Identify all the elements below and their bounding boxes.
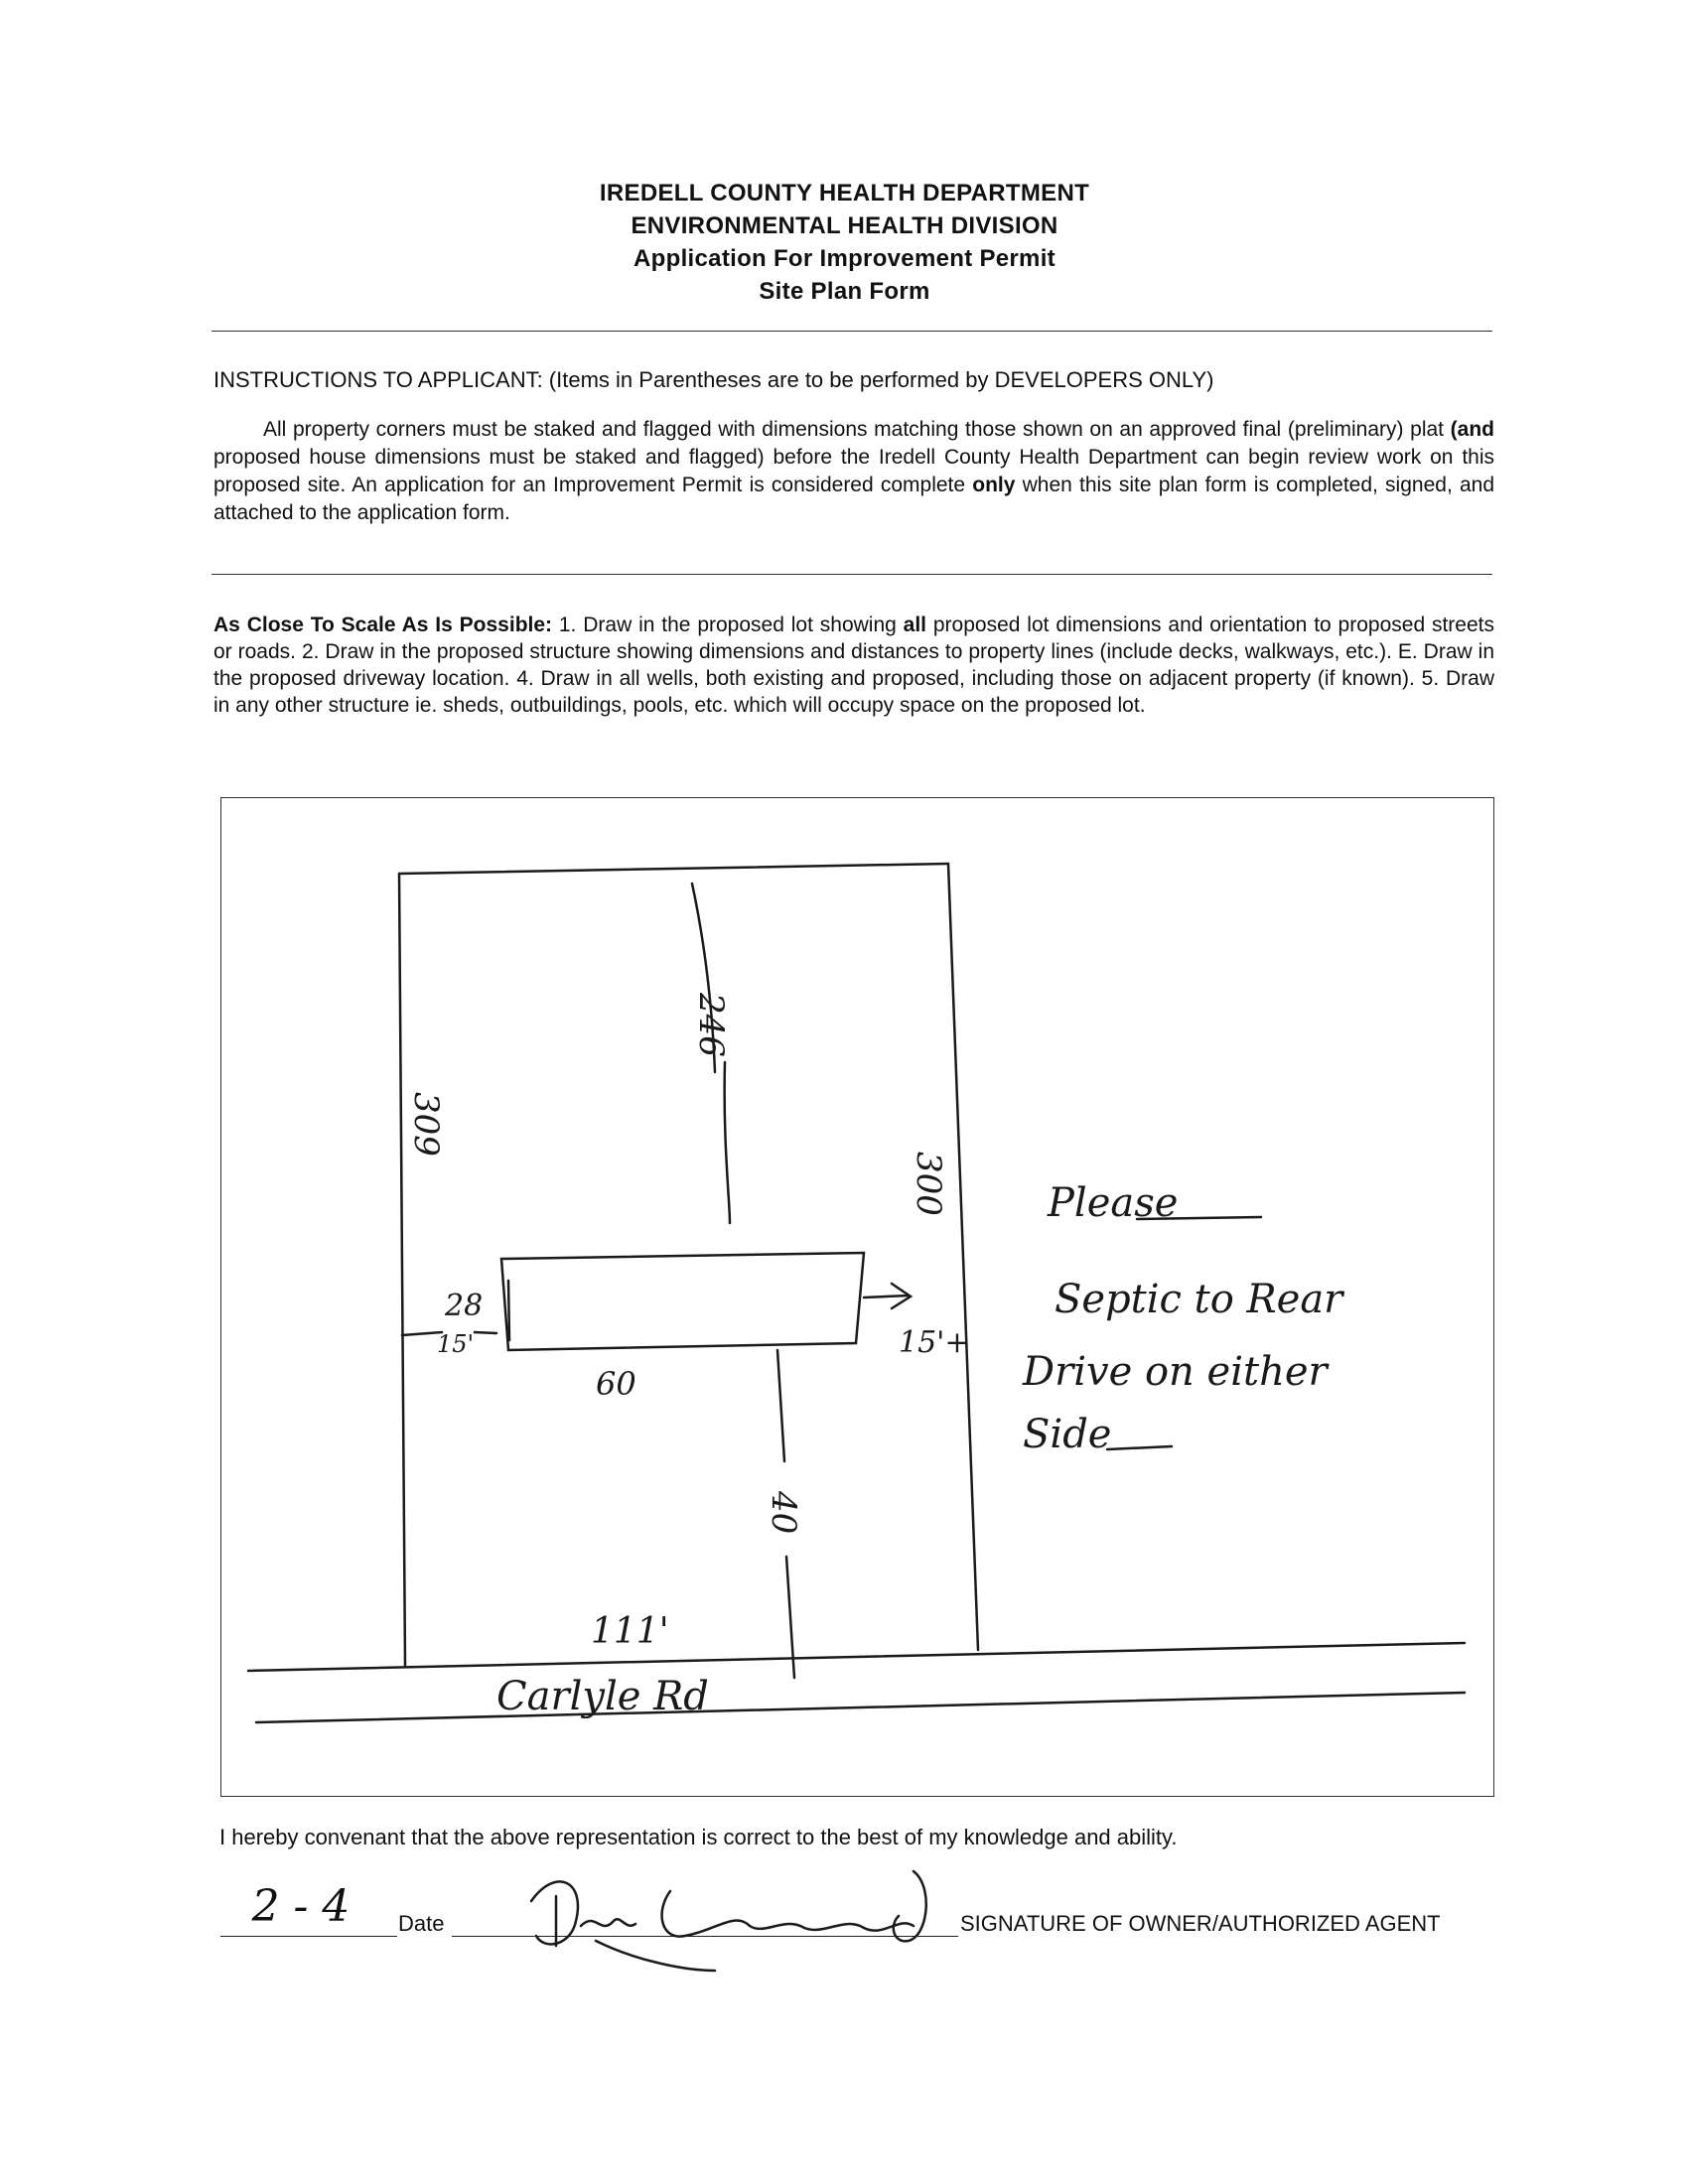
instructions-bold-and: (and	[1450, 418, 1494, 441]
scale-bold-all: all	[903, 614, 927, 636]
certification-statement: I hereby convenant that the above representation is correct to the best of my knowledge and ability.	[219, 1825, 1178, 1849]
house-depth-label: 28	[445, 1289, 484, 1323]
right-side-label: 300	[909, 1152, 948, 1216]
header-division: ENVIRONMENTAL HEALTH DIVISION	[631, 212, 1058, 239]
scale-lead: As Close To Scale As Is Possible:	[213, 614, 553, 636]
left-side-label: 309	[406, 1092, 446, 1157]
road-name-label: Carlyle Rd	[496, 1674, 709, 1719]
instructions-text-2: proposed house dimensions must be staked and flagged) before the Iredell County Health Department can begin review work on this proposed site. An application for an Improvement Permit is considered complete	[213, 446, 1494, 496]
scale-text-1: 1. Draw in the proposed lot showing	[552, 614, 904, 636]
instructions-heading: INSTRUCTIONS TO APPLICANT: (Items in Parentheses are to be performed by DEVELOPERS ONLY)	[213, 367, 1214, 392]
note-line-2: Septic to Rear	[1055, 1277, 1343, 1322]
front-setback-label: 40	[764, 1491, 803, 1535]
rear-setback-label: 246	[691, 993, 731, 1057]
house-width-label: 60	[596, 1365, 636, 1403]
right-setback-label: 15'+	[899, 1325, 970, 1360]
note-line-1: Please	[1048, 1180, 1179, 1226]
note-line-3: Drive on either	[1023, 1349, 1328, 1395]
instructions-text-1: All property corners must be staked and flagged with dimensions matching those shown on an approved final (preliminary) plat	[263, 418, 1451, 441]
instructions-text-3: when this site plan form is completed, signed, and attached to the application form.	[213, 474, 1494, 524]
scale-text-2: proposed lot dimensions and orientation to proposed streets or roads. 2. Draw in the proposed structure showing dimensions and distances to property lines (include decks, walkways, etc.). E. Draw in the proposed driveway location. 4. Draw in all wells, both existing and proposed, including those on adjacent property (if known). 5. Draw in any other structure ie. sheds, outbuildings, pools, etc. which will occupy space on the proposed lot.	[213, 614, 1494, 717]
note-line-4: Side	[1023, 1412, 1112, 1457]
signature-label: SIGNATURE OF OWNER/AUTHORIZED AGENT	[960, 1911, 1441, 1936]
date-label: Date	[398, 1911, 445, 1936]
frontage-label: 111'	[591, 1611, 669, 1652]
header-form-name: Site Plan Form	[759, 278, 930, 305]
header-department: IREDELL COUNTY HEALTH DEPARTMENT	[599, 180, 1090, 206]
instructions-bold-only: only	[972, 474, 1016, 496]
date-value: 2 - 4	[251, 1881, 351, 1932]
left-setback-label: 15'	[437, 1330, 475, 1358]
header-application: Application For Improvement Permit	[633, 245, 1056, 272]
